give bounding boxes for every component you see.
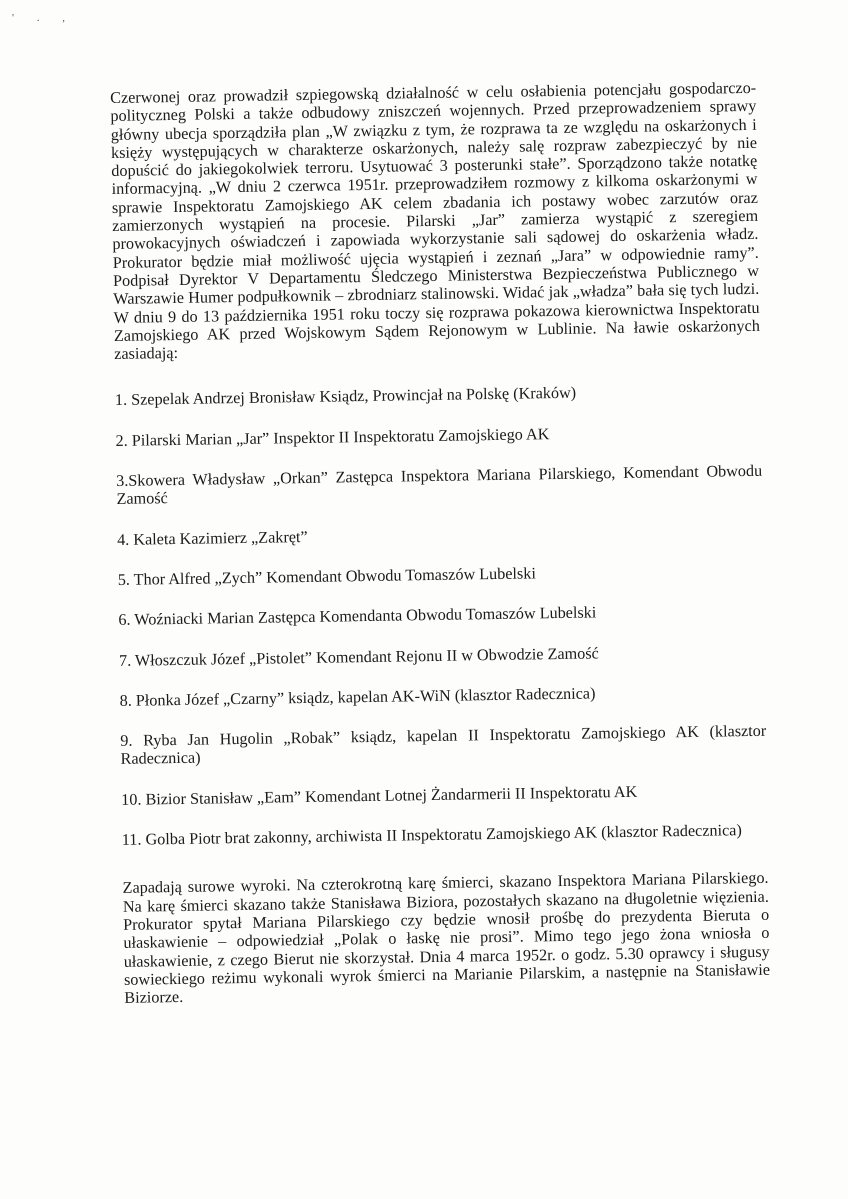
scan-mark: ' . , xyxy=(12,12,75,24)
list-item: 11. Golba Piotr brat zakonny, archiwista II Inspektoratu Zamojskiego AK (klasztor Radecznica) xyxy=(121,821,742,849)
list-item: 6. Woźniacki Marian Zastępca Komendanta Obwodu Tomaszów Lubelski xyxy=(118,603,597,630)
intro-paragraph: Czerwonej oraz prowadził szpiegowską działalność w celu osłabienia potencjału gospodarczo-polityczneg Polski a także odbudowy zniszczeń wojennych. Przed przeprowadzeniem sprawy główny ubecja sporządziła plan „W związku z tym, że rozprawa ta ze względu na oskarżonych i księży występujących w charakterze oskarżonych, należy salę rozpraw zabezpieczyć by nie dopuścić do jakiegokolwiek terroru. Usytuować 3 posterunki stałe”. Sporządzono także notatkę informacyjną. „W dniu 2 czerwca 1951r. przeprowadziłem rozmowy z kilkoma oskarżonymi w sprawie Inspektoratu Zamojskiego AK celem zbadania ich postawy wobec zarzutów oraz zamierzonych wystąpień na procesie. Pilarski „Jar” zamierza wystąpić z szeregiem prowokacyjnych oświadczeń i zapowiada wykorzystanie sali sądowej do oskarżenia władz. Prokurator będzie miał możliwość ujęcia wystąpień i zeznań „Jara” w odpowiednie ramy”. Podpisał Dyrektor V Departamentu Śledczego Ministerstwa Bezpieczeństwa Publicznego w Warszawie Humer podpułkownik – zbrodniarz stalinowski. Widać jak „władza” bała się tych ludzi. W dniu 9 do 13 października 1951 roku toczy się rozprawa pokazowa kierownictwa Inspektoratu Zamojskiego AK przed Wojskowym Sądem Rejonowym w Lublinie. Na ławie oskarżonych zasiadają: xyxy=(110,78,760,364)
document-body xyxy=(110,76,770,1007)
defendants-list xyxy=(115,381,768,849)
list-item: 1. Szepelak Andrzej Bronisław Ksiądz, Prowincjał na Polskę (Kraków) xyxy=(114,384,577,410)
list-item: 4. Kaleta Kazimierz „Zakręt” xyxy=(116,527,308,549)
list-item: 9. Ryba Jan Hugolin „Robak” ksiądz, kapelan II Inspektoratu Zamojskiego AK (klasztor Radecznica) xyxy=(120,721,767,769)
list-item: 8. Płonka Józef „Czarny” ksiądz, kapelan AK-WiN (klasztor Radecznica) xyxy=(119,684,596,710)
outro-paragraph: Zapadają surowe wyroki. Na czterokrotną karę śmierci, skazano Inspektora Mariana Pilarskiego. Na karę śmierci skazano także Stanisława Biziora, pozostałych skazano na długoletnie więzienia. Prokurator spytał Mariana Pilarskiego czy będzie wnosił prośbę do prezydenta Bieruta o ułaskawienie – odpowiedział „Polak o łaskę nie prosi”. Mimo tego jego żona wniosła o ułaskawienie, z czego Bierut nie skorzystał. Dnia 4 marca 1952r. o godz. 5.30 oprawcy i sługusy sowieckiego reżimu wykonali wyrok śmierci na Marianie Pilarskim, a następnie na Stanisławie Biziorze. xyxy=(122,869,771,1007)
list-item: 2. Pilarski Marian „Jar” Inspektor II Inspektoratu Zamojskiego AK xyxy=(115,424,550,450)
list-item: 10. Bizior Stanisław „Eam” Komendant Lotnej Żandarmerii II Inspektoratu AK xyxy=(121,782,638,809)
list-item: 7. Włoszczuk Józef „Pistolet” Komendant Rejonu II w Obwodzie Zamość xyxy=(118,643,599,670)
list-item: 5. Thor Alfred „Zych” Komendant Obwodu Tomaszów Lubelski xyxy=(117,564,537,589)
list-item: 3.Skowera Władysław „Orkan” Zastępca Inspektora Mariana Pilarskiego, Komendant Obwodu Zamość xyxy=(116,461,763,509)
